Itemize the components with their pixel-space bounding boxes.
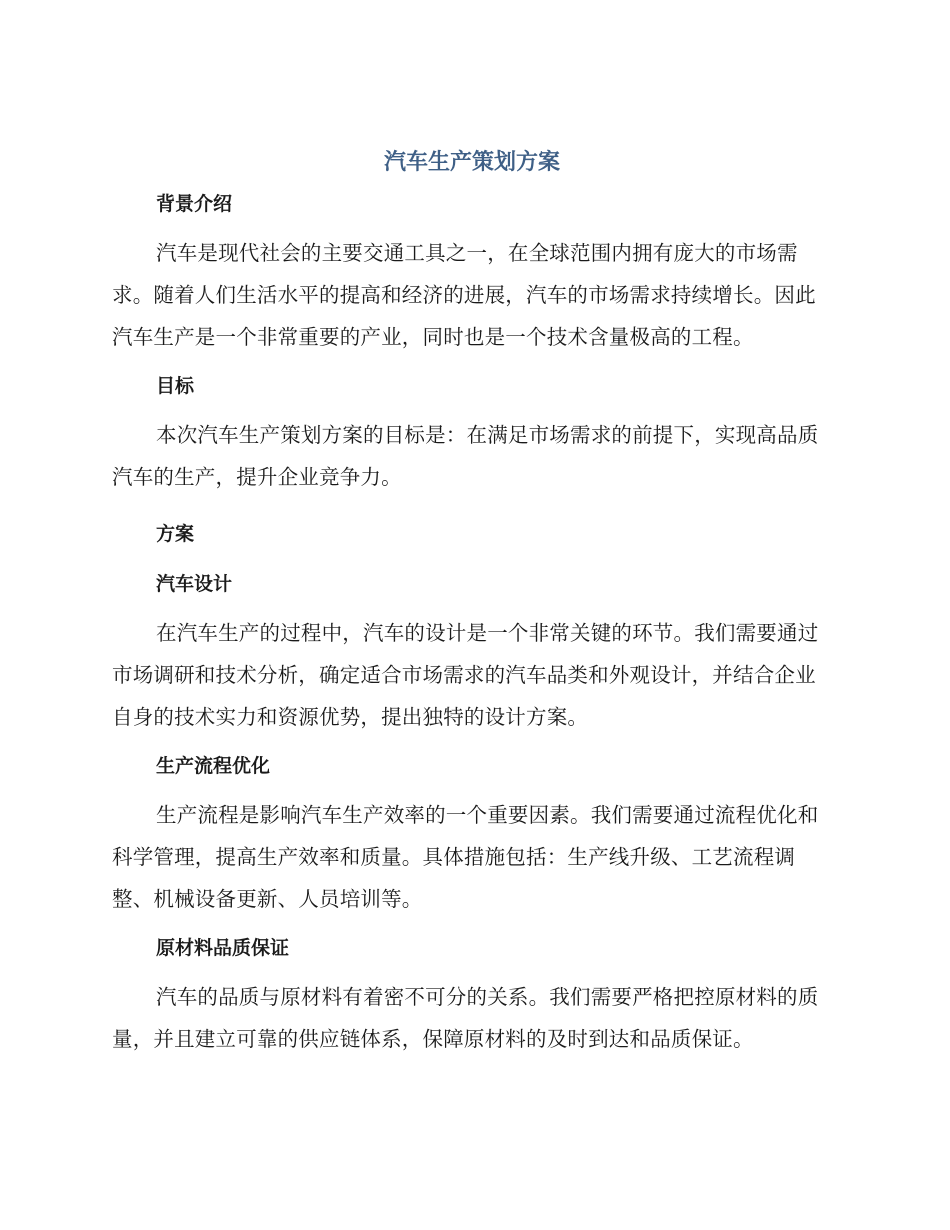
- paragraph-process-optimization: 生产流程是影响汽车生产效率的一个重要因素。我们需要通过流程优化和科学管理，提高生产效率和质量。具体措施包括：生产线升级、工艺流程调整、机械设备更新、人员培训等。: [112, 803, 819, 911]
- spacer: [112, 598, 832, 612]
- spacer: [112, 218, 832, 232]
- spacer: [112, 498, 832, 520]
- spacer: [112, 358, 832, 372]
- paragraph-background: 汽车是现代社会的主要交通工具之一，在全球范围内拥有庞大的市场需求。随着人们生活水平的提高和经济的进展，汽车的市场需求持续增长。因此汽车生产是一个非常重要的产业，同时也是一个技术含量极高的工程。: [112, 241, 816, 349]
- spacer: [112, 962, 832, 976]
- section-heading-car-design: 汽车设计: [156, 573, 233, 595]
- section-heading-plan: 方案: [156, 523, 195, 545]
- section-heading-background: 背景介绍: [156, 193, 233, 215]
- spacer: [112, 920, 832, 934]
- section-heading-goal: 目标: [156, 375, 195, 397]
- paragraph-goal: 本次汽车生产策划方案的目标是：在满足市场需求的前提下，实现高品质汽车的生产，提升企业竞争力。: [112, 423, 819, 489]
- section-heading-process-optimization: 生产流程优化: [156, 755, 271, 777]
- spacer: [112, 780, 832, 794]
- document-title: 汽车生产策划方案: [383, 150, 560, 175]
- section-heading-material-quality: 原材料品质保证: [156, 937, 290, 959]
- spacer: [112, 738, 832, 752]
- paragraph-car-design: 在汽车生产的过程中，汽车的设计是一个非常关键的环节。我们需要通过市场调研和技术分析，确定适合市场需求的汽车品类和外观设计，并结合企业自身的技术实力和资源优势，提出独特的设计方案。: [112, 621, 819, 729]
- paragraph-material-quality: 汽车的品质与原材料有着密不可分的关系。我们需要严格把控原材料的质量，并且建立可靠的供应链体系，保障原材料的及时到达和品质保证。: [112, 985, 819, 1051]
- document-page: [112, 146, 832, 1060]
- spacer: [112, 548, 832, 570]
- spacer: [112, 400, 832, 414]
